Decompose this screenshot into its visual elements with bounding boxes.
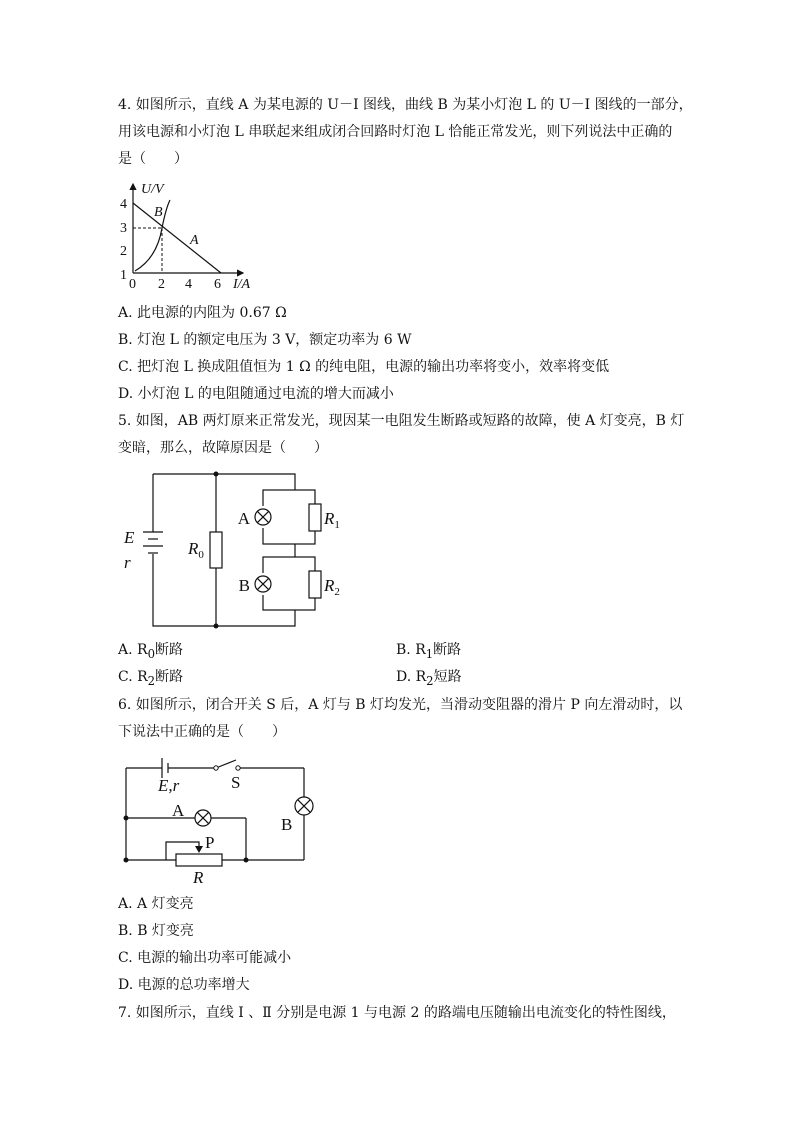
q4-option-d: D. 小灯泡 L 的电阻随通过电流的增大而减小 xyxy=(118,386,394,402)
q6-lamp-a-label: A xyxy=(172,801,185,820)
q4-ui-graph xyxy=(115,176,265,294)
q5-lamp-b-label: B xyxy=(238,576,250,595)
q4-option-c: C. 把灯泡 L 换成阻值恒为 1 Ω 的纯电阻，电源的输出功率将变小，效率将变低 xyxy=(118,359,610,375)
q4-x-tick-6: 6 xyxy=(214,277,221,292)
q5-r1-label: $R_1$ xyxy=(324,509,340,531)
q5-lamp-a-label: A xyxy=(237,509,250,528)
q6-slider-arrow xyxy=(195,846,203,853)
q4-curve-b-label: B xyxy=(154,205,163,220)
q4-x-tick-4: 4 xyxy=(185,277,192,292)
q4-stem-line2: 用该电源和小灯泡 L 串联起来组成闭合回路时灯泡 L 恰能正常发光，则下列说法中正确的 xyxy=(118,124,673,140)
q4-y-tick-2: 2 xyxy=(120,244,127,259)
q4-y-axis-label: U/V xyxy=(141,182,164,197)
q5-option-a: A. $R_0$断路 xyxy=(118,642,183,661)
q4-stem-line1: 4. 如图所示，直线 A 为某电源的 U－I 图线，曲线 B 为某小灯泡 L 的 U－I 图线的一部分， xyxy=(118,97,693,113)
q4-x-tick-2: 2 xyxy=(158,277,165,292)
q4-y-tick-3: 3 xyxy=(120,221,127,236)
q6-junction-right-bottom xyxy=(244,858,249,863)
q5-option-c: C. $R_2$断路 xyxy=(118,669,184,688)
q4-line-a-label: A xyxy=(190,233,199,248)
q6-rheostat xyxy=(176,854,222,866)
q5-circuit xyxy=(118,468,358,634)
q5-junction-bottom xyxy=(214,624,219,629)
q4-y-tick-4: 4 xyxy=(120,197,127,212)
q5-option-b: B. $R_1$断路 xyxy=(396,642,462,661)
q5-resistor-r2 xyxy=(309,571,321,598)
q4-x-tick-0: 0 xyxy=(129,277,136,292)
q4-y-tick-1: 1 xyxy=(120,268,127,283)
q4-option-a: A. 此电源的内阻为 0.67 Ω xyxy=(118,305,287,321)
q5-option-d: D. $R_2$短路 xyxy=(396,669,462,688)
q5-internal-r-label: r xyxy=(124,553,131,572)
q6-option-a: A. A 灯变亮 xyxy=(118,896,194,912)
q4-curve-b xyxy=(135,200,170,271)
q6-junction-left-mid xyxy=(124,816,129,821)
q5-junction-top xyxy=(214,472,219,477)
q6-circuit xyxy=(118,752,328,888)
q6-option-d: D. 电源的总功率增大 xyxy=(118,977,250,993)
q7-stem-line1: 7. 如图所示，直线 Ⅰ 、Ⅱ 分别是电源 1 与电源 2 的路端电压随输出电流变化的特性图线， xyxy=(118,1005,676,1021)
q6-lamp-b-label: B xyxy=(281,815,293,834)
q6-stem-line2: 下说法中正确的是（ ） xyxy=(118,724,286,740)
q5-r2-label: $R_2$ xyxy=(324,576,340,598)
q4-stem-line3: 是（ ） xyxy=(118,151,188,167)
q6-slider-label: P xyxy=(205,833,215,852)
q5-stem-line2: 变暗，那么，故障原因是（ ） xyxy=(118,440,328,456)
q4-option-b: B. 灯泡 L 的额定电压为 3 V，额定功率为 6 W xyxy=(118,332,412,348)
q6-option-b: B. B 灯变亮 xyxy=(118,923,194,939)
q6-switch-label: S xyxy=(231,773,241,792)
q4-x-axis-label: I/A xyxy=(233,277,251,292)
q6-switch-contact xyxy=(236,766,240,770)
q6-source-label: E,r xyxy=(158,776,180,795)
q6-stem-line1: 6. 如图所示，闭合开关 S 后，A 灯与 B 灯均发光，当滑动变阻器的滑片 P 向左滑动时，以 xyxy=(118,697,683,713)
q5-stem-line1: 5. 如图，AB 两灯原来正常发光，现因某一电阻发生断路或短路的故障，使 A 灯变亮，B 灯 xyxy=(118,413,685,429)
q5-r0-label: $R_0$ xyxy=(188,539,204,561)
q6-rheostat-label: R xyxy=(193,868,204,887)
q6-option-c: C. 电源的输出功率可能减小 xyxy=(118,950,292,966)
q6-switch-pivot xyxy=(214,766,218,770)
q5-resistor-r1 xyxy=(309,504,321,531)
q5-emf-label: E xyxy=(124,528,135,547)
q6-junction-left-bottom xyxy=(124,858,129,863)
